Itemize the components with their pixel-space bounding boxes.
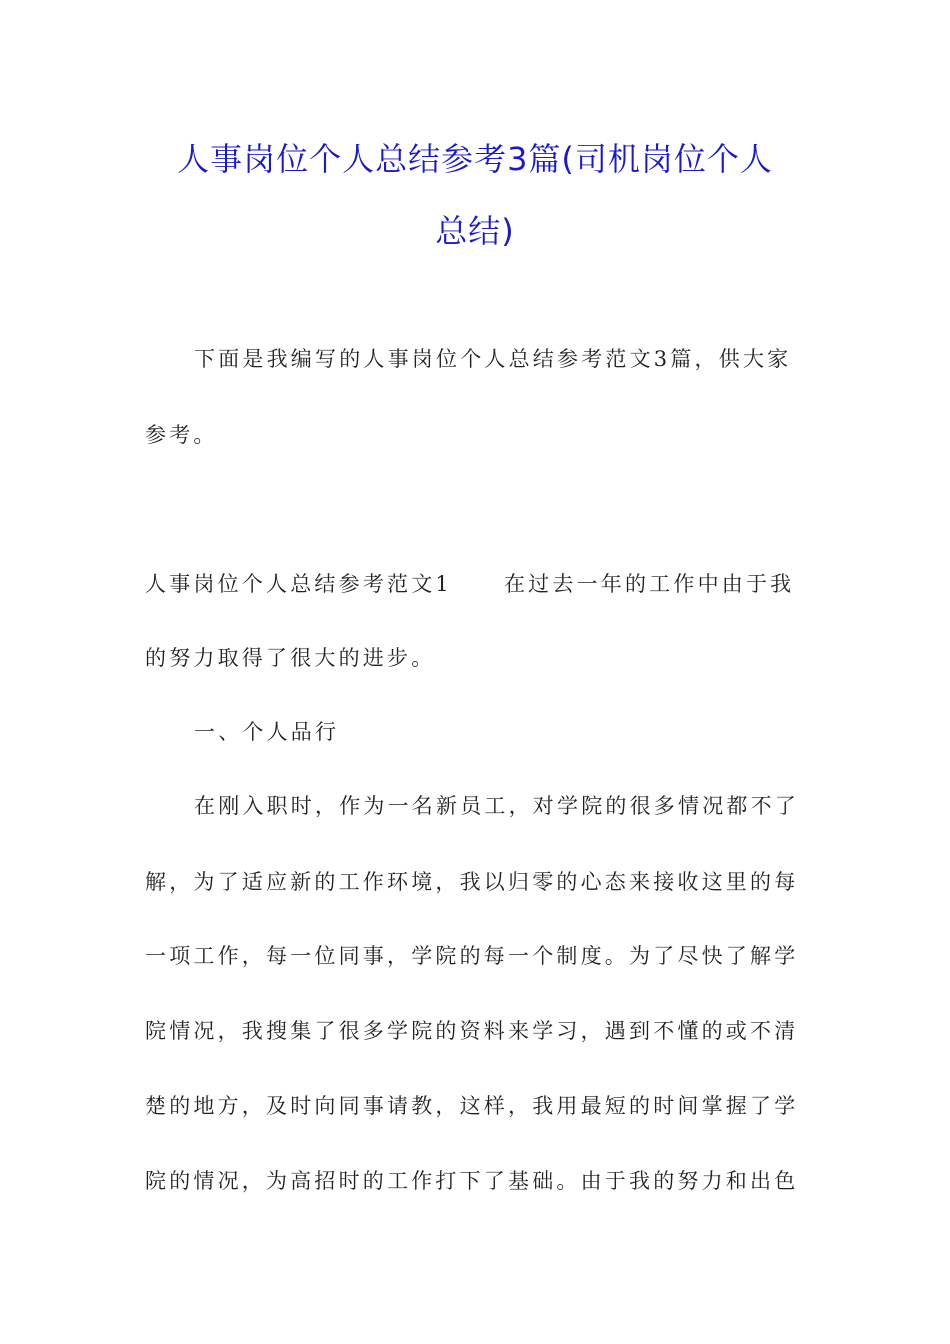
- body-line-1: 在刚入职时，作为一名新员工，对学院的很多情况都不了: [194, 794, 799, 818]
- subheading: 一、个人品行: [194, 720, 340, 744]
- document-title-line-1: 人事岗位个人总结参考3篇(司机岗位个人: [177, 140, 773, 178]
- body-line-3: 一项工作，每一位同事，学院的每一个制度。为了尽快了解学: [145, 944, 799, 968]
- intro-line-2: 参考。: [145, 423, 218, 447]
- document-title-line-2: 总结): [435, 212, 515, 250]
- section-heading-line: [145, 569, 805, 599]
- intro-line-1: 下面是我编写的人事岗位个人总结参考范文3篇，供大家: [194, 347, 792, 371]
- body-line-2: 解，为了适应新的工作环境，我以归零的心态来接收这里的每: [145, 870, 799, 894]
- section-line-2: 的努力取得了很大的进步。: [145, 646, 436, 670]
- body-line-6: 院的情况，为高招时的工作打下了基础。由于我的努力和出色: [145, 1169, 799, 1193]
- body-line-5: 楚的地方，及时向同事请教，这样，我用最短的时间掌握了学: [145, 1094, 799, 1118]
- section-heading-continuation: 在过去一年的工作中由于我: [503, 572, 795, 596]
- section-heading: 人事岗位个人总结参考范文1: [145, 572, 452, 596]
- body-line-4: 院情况，我搜集了很多学院的资料来学习，遇到不懂的或不清: [145, 1019, 799, 1043]
